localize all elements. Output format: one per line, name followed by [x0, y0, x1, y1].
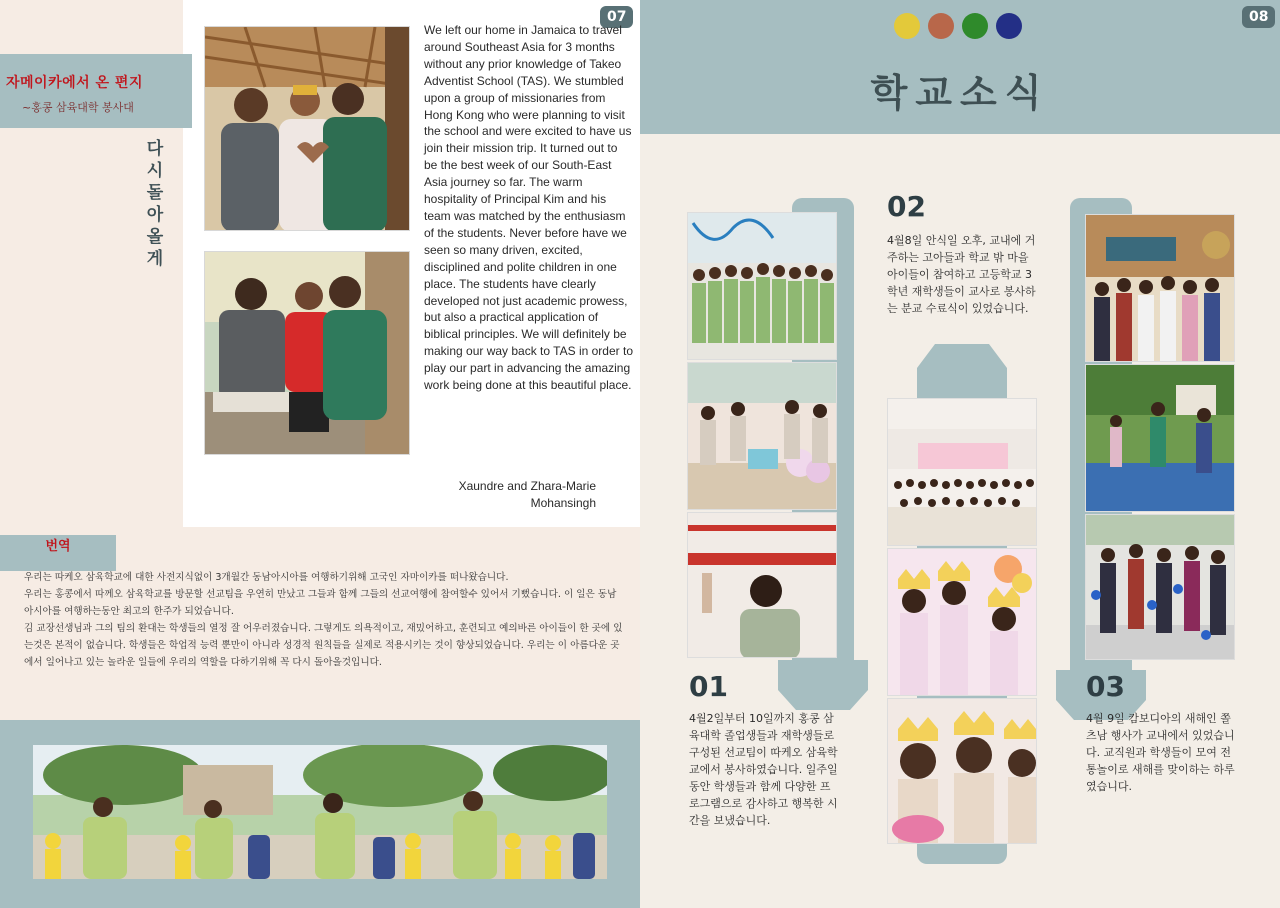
photo-girls-crowns [887, 698, 1037, 844]
signature-line: Mohansingh [530, 495, 596, 510]
section-number-3: 03 [1086, 670, 1125, 703]
color-dot-blue [996, 13, 1022, 39]
photo-team-lineup [687, 212, 837, 360]
vertical-char: 다 [146, 139, 164, 159]
photo-traditional-game [1085, 364, 1235, 512]
translation-paragraph: 김 교장선생님과 그의 팀의 환대는 학생들의 열정 잘 어우러졌습니다. 그렇게도 의욕적이고, 재밌어하고, 훈련되고 예의바른 아이들이 한 곳에 있는것은 본적이 없습니다. 학생들은 학업적 능력 뿐만이 아니라 성경적 원칙들을 실제로 적용시키는 것이 향상되었습니다. 우리는 이 아름다운 곳에서 일어나고 있는 놀라운 일들에 우리의 역할을 다하기위해 꼭 다시 돌아올것입니다. [24, 623, 623, 668]
signature-line: Xaundre and Zhara-Marie [458, 479, 596, 493]
signature [424, 478, 596, 512]
photo-party-table [687, 362, 837, 510]
photo-new-year-group [1085, 214, 1235, 362]
photo-balloon-game [1085, 514, 1235, 660]
color-dot-green [962, 13, 988, 39]
article-title: 자메이카에서 온 편지 [6, 75, 143, 91]
color-dot-brown [928, 13, 954, 39]
page-number-right: 08 [1242, 6, 1275, 28]
page-title: 학교소식 [870, 71, 1050, 115]
translation-tab [0, 535, 116, 571]
translation-label: 번역 [45, 539, 71, 554]
column-bar-2-top [917, 344, 1007, 404]
translation-paragraph: 우리는 따케오 삼육학교에 대한 사전지식없이 3개월간 동남아시아를 여행하기위해 고국인 자마이카를 떠나왔습니다. [24, 572, 509, 583]
page-number-left: 07 [600, 6, 633, 28]
photo-students-dancing [33, 745, 607, 879]
vertical-char: 아 [146, 205, 164, 225]
photo-girl-smiling [687, 512, 837, 658]
vertical-char: 게 [146, 249, 164, 269]
photo-group-heart [204, 26, 410, 231]
vertical-char: 돌 [146, 183, 164, 203]
article-subtitle: ~홍콩 삼육대학 봉사대 [22, 101, 134, 114]
section-text-2: 4월8일 안식일 오후, 교내에 거주하는 고아들과 학교 밖 마을 아이들이 참여하고 고등학교 3학년 재학생들이 교사로 봉사하는 분교 수료식이 있었습니다. [887, 234, 1036, 315]
photo-graduation-hall [887, 398, 1037, 546]
color-dot-yellow [894, 13, 920, 39]
section-number-1: 01 [689, 670, 728, 703]
vertical-char: 올 [146, 227, 164, 247]
photo-children-crowns [887, 548, 1037, 696]
section-number-2: 02 [887, 190, 926, 223]
photo-group-sitting [204, 251, 410, 455]
vertical-char: 시 [146, 161, 164, 181]
right-page [640, 0, 1280, 908]
section-text-1: 4월2일부터 10일까지 홍콩 삼육대학 졸업생들과 재학생들로 구성된 선교팀이 따케오 삼육학교에서 봉사하였습니다. 일주일 동안 학생들과 함께 다양한 프로그램으로 감사하고 행복한 시간을 보냈습니다. [689, 712, 838, 827]
section-text-3: 4월 9일 캄보디아의 새해인 쫄츠남 행사가 교내에서 있었습니다. 교직원과 학생들이 모여 전통놀이로 새해를 맞이하는 하루였습니다. [1086, 712, 1235, 793]
column-bar-1-end [778, 660, 868, 710]
vertical-title [140, 138, 170, 270]
translation-paragraph: 우리는 홍콩에서 따께오 삼육학교를 방문할 선교팀을 우연히 만났고 그들과 함께 그들의 선교여행에 참여할수 있어서 기뻤습니다. 이 일은 동남아시아를 여행하는동안 최고의 한주가 되었습니다. [24, 589, 617, 617]
korean-translation [24, 569, 624, 671]
english-letter: We left our home in Jamaica to travel around Southeast Asia for 3 months without any prior knowledge of Takeo Adventist School (TAS). We stumbled upon a group of missionaries from Hong Kong who were planning to visit the school and were excited to have us join their mission trip. It turned out to be the best week of our South-East Asia journey so far. The warm hospitality of Principal Kim and his team was matched by the enthusiasm of the students. Never before have we seen so many driven, excited, disciplined and polite children in one place. The students have clearly developed not just academic prowess, but also a practical application of biblical principles. We will definitely be making our way back to TAS in order to play our part in advancing the amazing work being done at this beautiful place. [424, 23, 633, 393]
